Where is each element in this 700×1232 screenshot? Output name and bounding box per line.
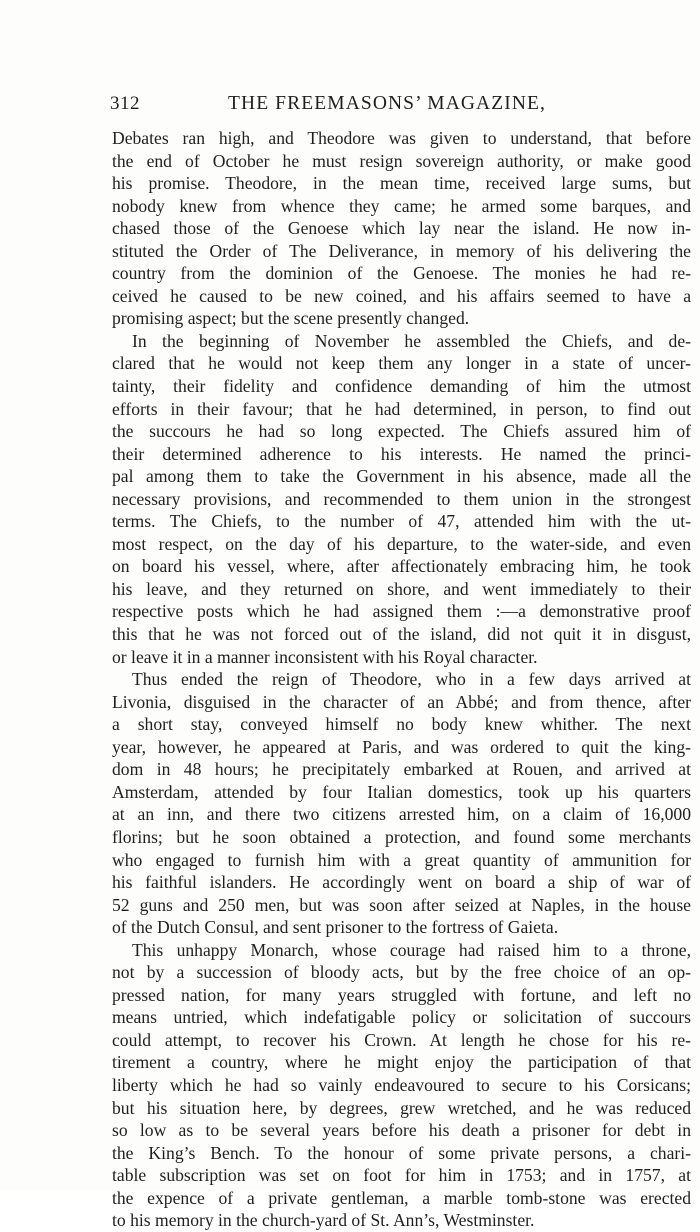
text-line: his promise. Theodore, in the mean time, received large sums, but [112, 173, 691, 194]
text-line: who engaged to furnish him with a great quantity of ammunition for [112, 849, 691, 870]
text-line: the succours he had so long expected. The Chiefs assured him of [112, 421, 691, 442]
text-line: could attempt, to recover his Crown. At length he chose for his re- [112, 1029, 691, 1050]
text-line: clared that he would not keep them any longer in a state of uncer- [112, 353, 691, 374]
text-line: nobody knew from whence they came; he armed some barques, and [112, 195, 691, 216]
text-line: Livonia, disguised in the character of an Abbé; and from thence, after [112, 691, 691, 712]
text-line: most respect, on the day of his departure, to the water-side, and even [112, 533, 691, 554]
text-line: Thus ended the reign of Theodore, who in a few days arrived at [132, 669, 691, 690]
running-head: THE FREEMASONS’ MAGAZINE, [228, 93, 547, 114]
text-line: efforts in their favour; that he had determined, in person, to find out [112, 398, 691, 419]
text-line: but his situation here, by degrees, grew wretched, and he was reduced [112, 1097, 691, 1118]
text-line: table subscription was set on foot for him in 1753; and in 1757, at [112, 1165, 691, 1186]
text-line: Amsterdam, attended by four Italian domestics, took up his quarters [112, 781, 691, 802]
text-line: tainty, their fidelity and confidence demanding of him the utmost [112, 376, 691, 397]
text-line: tirement a country, where he might enjoy the participation of that [112, 1052, 691, 1073]
page-header [110, 93, 620, 119]
text-line: stituted the Order of The Deliverance, in memory of his delivering the [112, 240, 691, 261]
article-body [112, 127, 691, 1232]
text-line: their determined adherence to his interests. He named the princi- [112, 443, 691, 464]
text-line: the expence of a private gentleman, a marble tomb-stone was erected [112, 1187, 691, 1208]
text-line: florins; but he soon obtained a protection, and found some merchants [112, 826, 691, 847]
text-line: terms. The Chiefs, to the number of 47, attended him with the ut- [112, 511, 691, 532]
text-line: liberty which he had so vainly endeavoured to secure to his Corsicans; [112, 1074, 691, 1095]
text-line: ceived he caused to be new coined, and his affairs seemed to have a [112, 285, 691, 306]
text-line: promising aspect; but the scene presently changed. [112, 308, 470, 329]
text-line: not by a succession of bloody acts, but by the free choice of an op- [112, 962, 691, 983]
text-line: so low as to be several years before his death a prisoner for debt in [112, 1120, 691, 1141]
text-line: his faithful islanders. He accordingly went on board a ship of war of [112, 872, 691, 893]
text-line: at an inn, and there two citizens arrested him, on a claim of 16,000 [112, 804, 691, 825]
text-line: this that he was not forced out of the island, did not quit it in disgust, [112, 624, 691, 645]
text-line: chased those of the Genoese which lay near the island. He now in- [112, 218, 691, 239]
text-line: to his memory in the church-yard of St. Ann’s, Westminster. [112, 1210, 535, 1231]
text-line: dom in 48 hours; he precipitately embarked at Rouen, and arrived at [112, 759, 691, 780]
text-line: of the Dutch Consul, and sent prisoner to the fortress of Gaieta. [112, 917, 559, 938]
page-number: 312 [110, 93, 140, 114]
text-line: year, however, he appeared at Paris, and was ordered to quit the king- [112, 736, 691, 757]
text-line: This unhappy Monarch, whose courage had raised him to a throne, [132, 939, 691, 960]
text-line: or leave it in a manner inconsistent with his Royal character. [112, 646, 538, 667]
text-line: his leave, and they returned on shore, and went immediately to their [112, 578, 691, 599]
text-line: the end of October he must resign sovereign authority, or make good [112, 150, 691, 171]
text-line: means untried, which indefatigable policy or solicitation of succours [112, 1007, 691, 1028]
text-line: on board his vessel, where, after affectionately embracing him, he took [112, 556, 691, 577]
text-line: country from the dominion of the Genoese. The monies he had re- [112, 263, 691, 284]
text-line: 52 guns and 250 men, but was soon after seized at Naples, in the house [112, 894, 691, 915]
text-line: pressed nation, for many years struggled with fortune, and left no [112, 984, 691, 1005]
text-line: pal among them to take the Government in his absence, made all the [112, 466, 691, 487]
text-line: a short stay, conveyed himself no body knew whither. The next [112, 714, 691, 735]
text-line: In the beginning of November he assembled the Chiefs, and de- [132, 330, 691, 351]
text-line: Debates ran high, and Theodore was given to understand, that before [112, 128, 691, 148]
text-line: the King’s Bench. To the honour of some private persons, a chari- [112, 1142, 691, 1163]
text-line: respective posts which he had assigned them :—a demonstrative proof [112, 601, 691, 622]
text-line: necessary provisions, and recommended to them union in the strongest [112, 488, 691, 509]
